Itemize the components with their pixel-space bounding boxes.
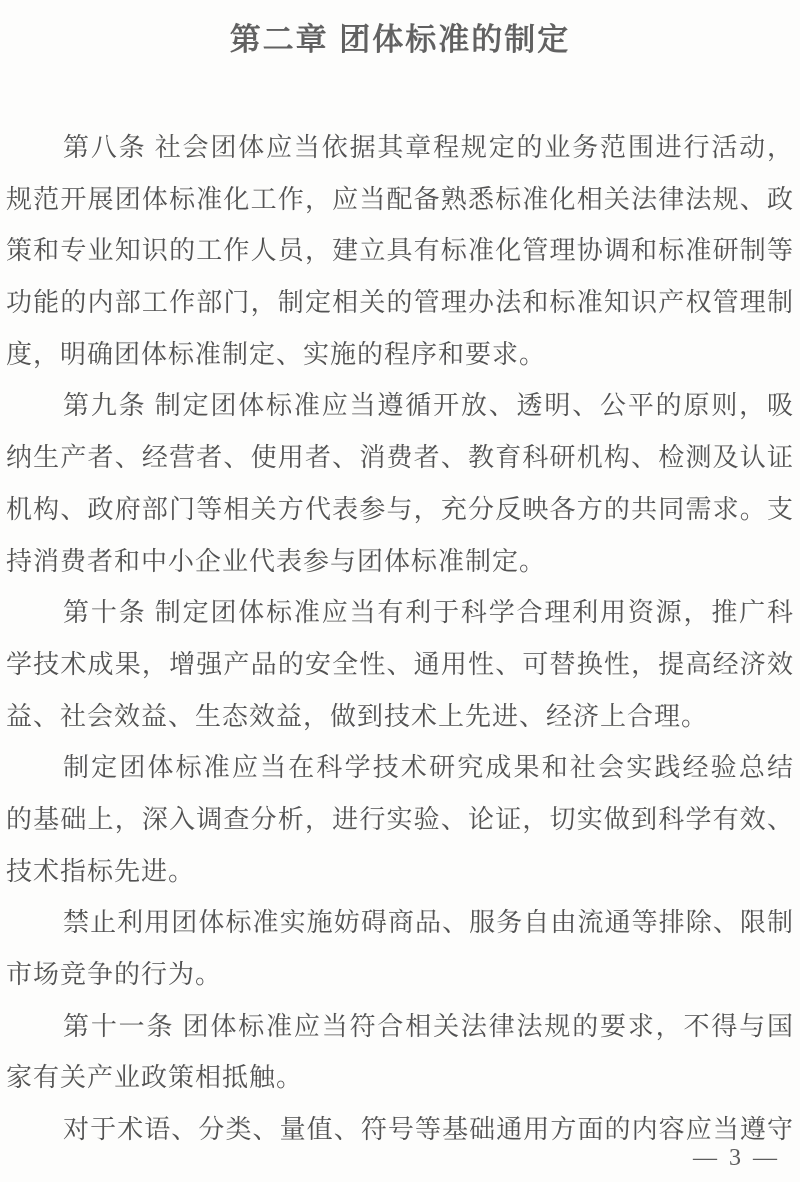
text-line: 益、社会效益、生态效益，做到技术上先进、经济上合理。: [6, 701, 709, 731]
text-line: 市场竞争的行为。: [6, 960, 223, 989]
text-line: 技术指标先进。: [6, 856, 196, 886]
paragraph-article-9: [6, 380, 794, 587]
text-line: 第八条 社会团体应当依据其章程规定的业务范围进行活动，: [63, 133, 794, 162]
text-line: 第十条 制定团体标准应当有利于科学合理利用资源，推广科: [63, 598, 794, 628]
text-line: 学技术成果，增强产品的安全性、通用性、可替换性，提高经济效: [6, 649, 794, 679]
paragraph-article-11-cont: [6, 1104, 794, 1156]
text-line: 功能的内部工作部门，制定相关的管理办法和标准知识产权管理制: [6, 288, 794, 318]
text-line: 家有关产业政策相抵触。: [6, 1063, 304, 1093]
paragraph-article-10: [6, 587, 794, 742]
text-line: 度，明确团体标准制定、实施的程序和要求。: [6, 339, 547, 369]
text-line: 机构、政府部门等相关方代表参与，充分反映各方的共同需求。支: [6, 494, 794, 524]
chapter-title: 第二章 团体标准的制定: [229, 22, 571, 57]
text-line: 持消费者和中小企业代表参与团体标准制定。: [6, 546, 547, 576]
document-body: [6, 122, 794, 1156]
text-line: 禁止利用团体标准实施妨碍商品、服务自由流通等排除、限制: [63, 908, 794, 938]
text-line: 对于术语、分类、量值、符号等基础通用方面的内容应当遵守: [63, 1115, 794, 1145]
text-line: 第十一条 团体标准应当符合相关法律法规的要求，不得与国: [63, 1011, 794, 1041]
text-line: 策和专业知识的工作人员，建立具有标准化管理协调和标准研制等: [6, 236, 794, 266]
text-line: 第九条 制定团体标准应当遵循开放、透明、公平的原则，吸: [63, 391, 794, 421]
paragraph-article-11: [6, 1001, 794, 1104]
page-number: — 3 —: [693, 1145, 780, 1171]
text-line: 纳生产者、经营者、使用者、消费者、教育科研机构、检测及认证: [6, 443, 794, 473]
paragraph-article-10-cont: [6, 742, 794, 897]
text-line: 制定团体标准应当在科学技术研究成果和社会实践经验总结: [63, 753, 794, 783]
text-line: 的基础上，深入调查分析，进行实验、论证，切实做到科学有效、: [6, 804, 794, 834]
paragraph-article-8: [6, 122, 794, 380]
text-line: 规范开展团体标准化工作，应当配备熟悉标准化相关法律法规、政: [6, 184, 794, 214]
paragraph-prohibition: [6, 897, 794, 1000]
